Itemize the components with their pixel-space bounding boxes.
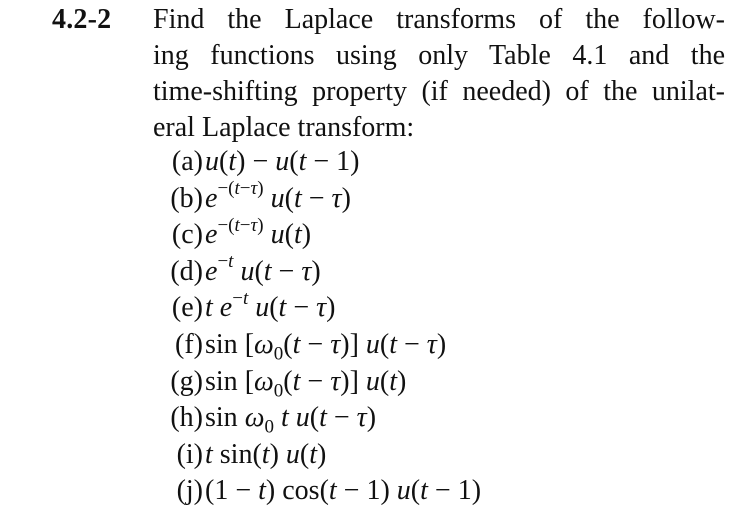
subproblem-d: [153, 251, 713, 291]
statement-line: eral Laplace transform:: [153, 112, 415, 143]
subproblem-e: [153, 290, 713, 327]
subproblem-g: [153, 364, 713, 401]
math-expression: $\sin [\omega_0(t - \tau)]$ u(t): [205, 365, 407, 402]
math-expression: t sin(t) u(t): [205, 438, 327, 470]
statement-line: ing functions using only Table 4.1 and the: [153, 40, 725, 71]
math-expression: u(t) − u(t − 1): [205, 146, 360, 177]
math-expression: $e^{-t}$ u(t − τ): [205, 251, 321, 287]
subproblem-h: [153, 400, 713, 437]
subproblem-list: [153, 144, 713, 510]
subproblem-b: [153, 178, 713, 218]
subproblem-label: (j): [176, 475, 203, 507]
statement-line: time-shifting property (if needed) of the unilat-: [153, 76, 725, 107]
math-expression: $e^{-(t-\tau)}$ u(t − τ): [205, 178, 351, 214]
math-expression: $\sin \omega_0$ t u(t − τ): [205, 402, 377, 438]
statement-line: Find the Laplace transforms of the follow-: [153, 4, 725, 35]
subproblem-a: [153, 144, 713, 181]
subproblem-label: (b): [170, 182, 203, 214]
subproblem-label: (c): [171, 219, 203, 251]
math-expression: t $e^{-t}$ u(t − τ): [205, 288, 336, 324]
subproblem-j: [153, 473, 713, 510]
subproblem-f: [153, 327, 713, 364]
subproblem-i: [153, 437, 713, 474]
math-expression: $e^{-(t-\tau)}$ u(t): [205, 214, 312, 251]
subproblem-label: (i): [176, 438, 203, 470]
math-expression: $\sin [\omega_0(t - \tau)] u(t - \tau)$: [205, 328, 447, 365]
math-expression: (1 − t) cos(t − 1) u(t − 1): [205, 475, 482, 507]
subproblem-label: (g): [170, 365, 203, 397]
subproblem-label: (h): [170, 402, 203, 434]
subproblem-c: [153, 214, 713, 254]
subproblem-label: (f): [175, 328, 203, 360]
problem-statement: [153, 2, 725, 146]
subproblem-label: (d): [170, 255, 203, 287]
problem-number: 4.2-2: [52, 4, 112, 35]
subproblem-label: (a): [171, 146, 203, 177]
subproblem-label: (e): [171, 292, 203, 324]
